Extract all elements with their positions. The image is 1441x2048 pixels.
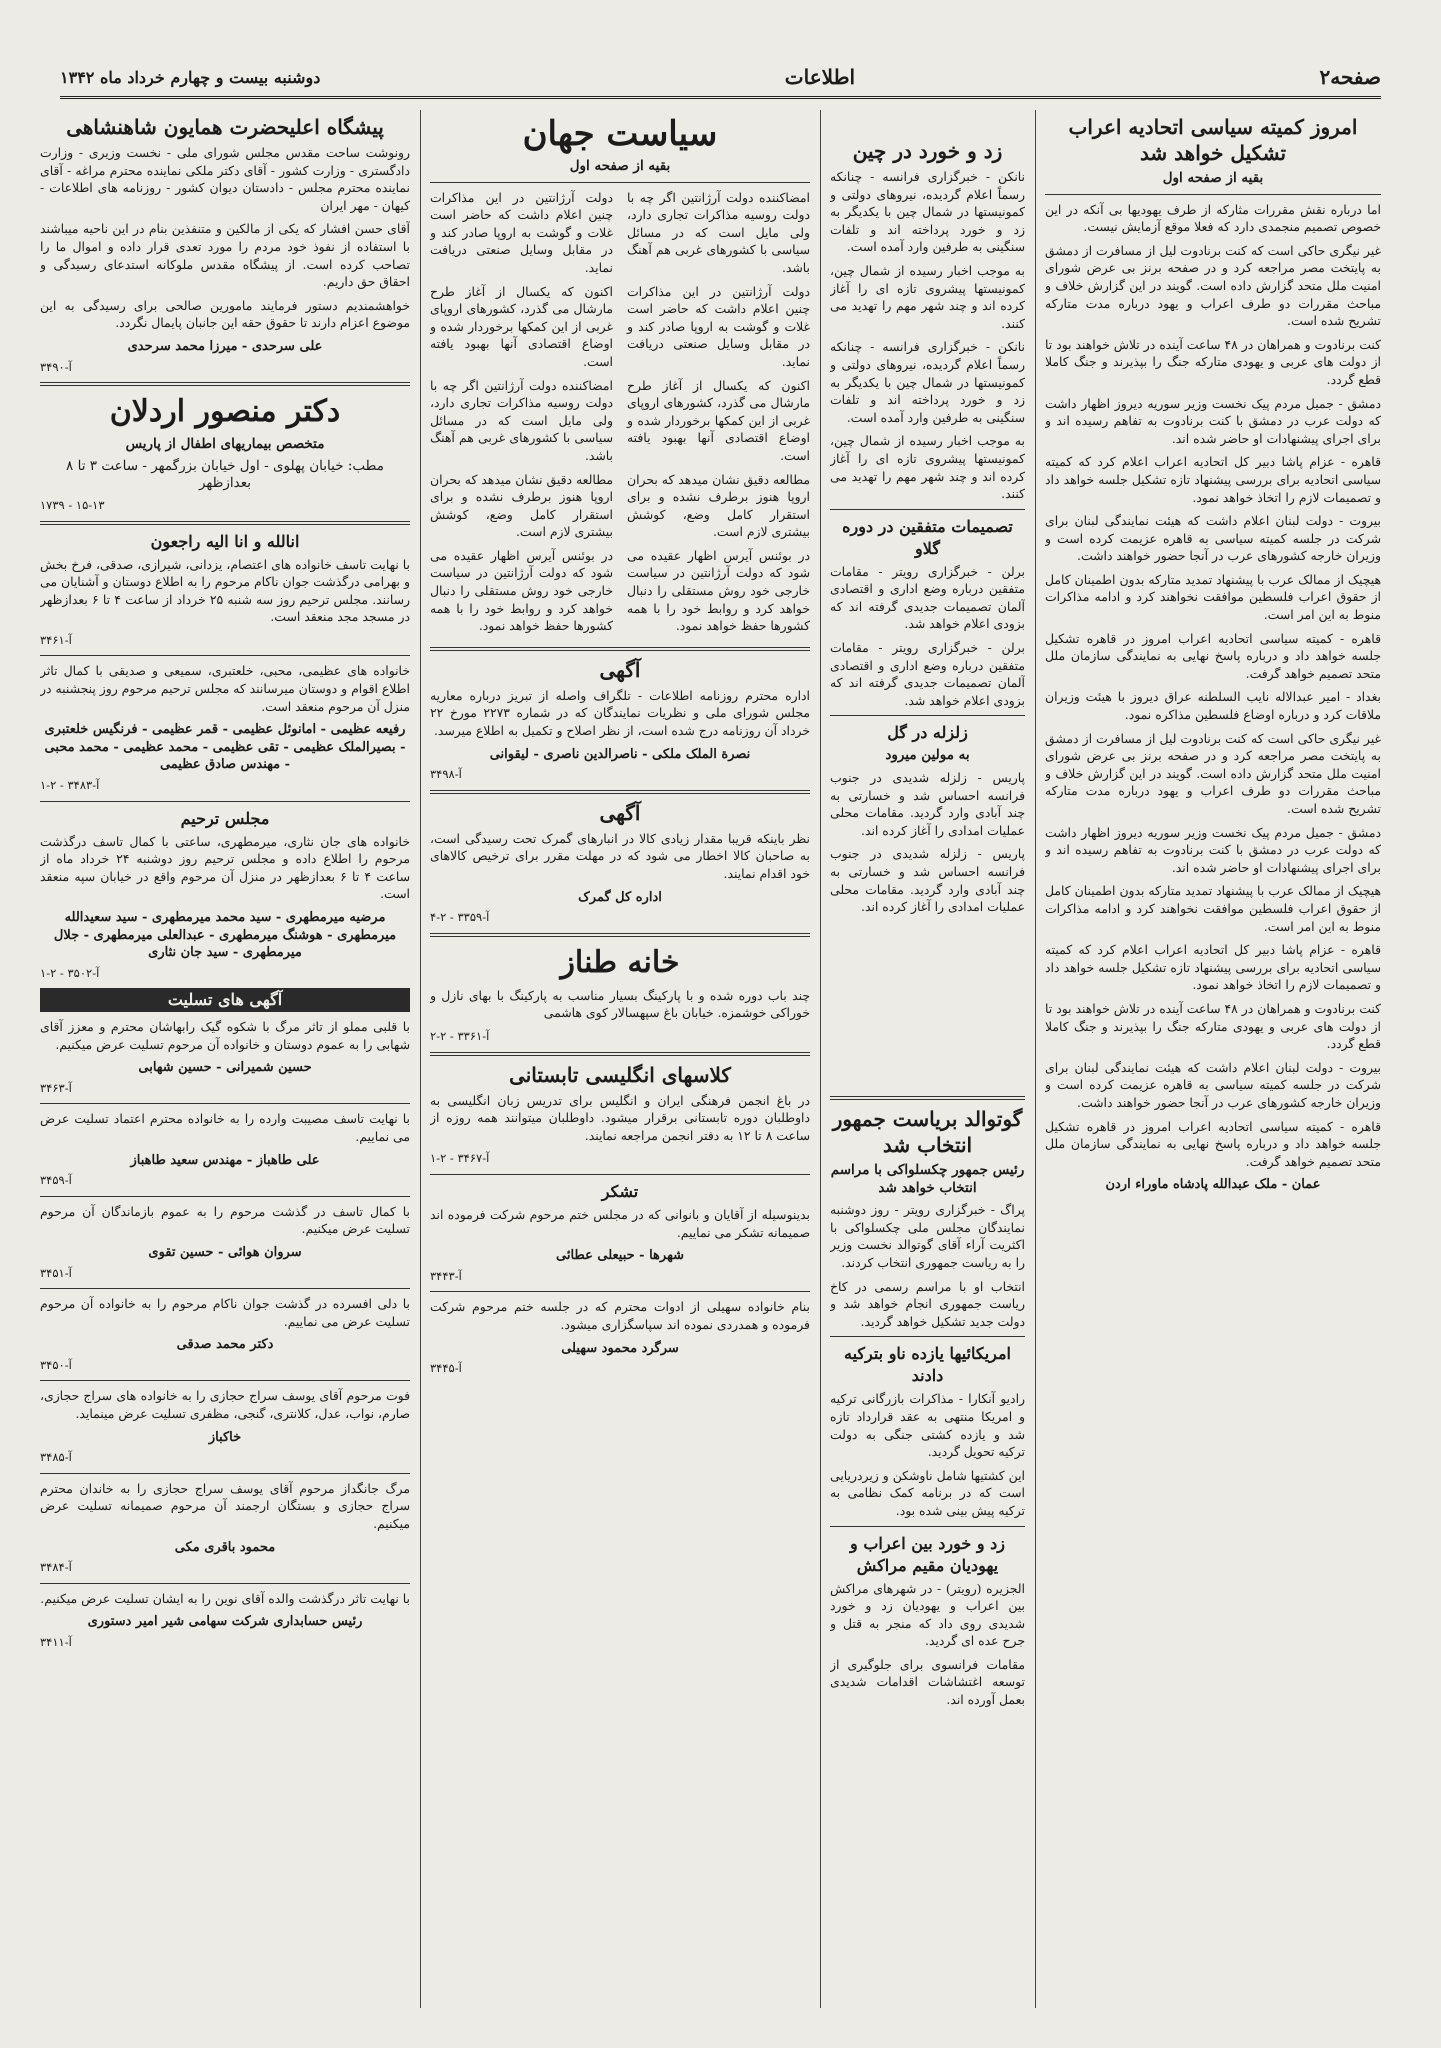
paragraph: غیر نیگری حاکی است که کنت برنادوت لیل از مسافرت از دمشق به پایتخت مصر مراجعه کرد و در صفحه برنز بی عرض شورای امنیت ملل متحد گزارش داده است. گویند در این گزارش خلاف و مباحث مقررات دو طرف اعراب و یهود درباره مدت متارکه تشریح شده است. bbox=[1045, 730, 1381, 816]
divider bbox=[40, 521, 410, 525]
issue-date: دوشنبه بیست و چهارم خرداد ماه ۱۳۴۲ bbox=[60, 67, 321, 87]
obituary-text: خانواده های عظیمی، محبی، خلعتبری، سمیعی و صدیقی با کمال تاثر اطلاع اقوام و دوستان میرسانند که مجلس ترحیم مرحوم روز پنجشنبه در منزل آن مرحوم منعقد است. bbox=[40, 663, 410, 714]
ad-text: چند باب دوره شده و با پارکینگ بسیار مناسب به پارکینگ با بهای نازل و خوراکی خوشمزه. خیابان باغ سپهسالار کوی هاشمی bbox=[430, 987, 810, 1021]
ad-title: کلاسهای انگلیسی تابستانی bbox=[509, 1062, 731, 1087]
column-rule bbox=[420, 110, 421, 2008]
paragraph: امضاکننده دولت آرژانتین اگر چه با دولت روسیه مذاکرات تجاری دارد، ولی مایل است که در مسائل سیاسی با کشورهای غربی هم آهنگ باشد. bbox=[430, 377, 613, 463]
condolence-code: آ-۳۴۱۱ bbox=[40, 1635, 72, 1649]
paragraph: قاهره - کمیته سیاسی اتحادیه اعراب امروز در قاهره تشکیل جلسه خواهد داد و درباره پاسخ نهایی به نمایندگی سازمان ملل متحد تصمیم خواهد گرفت. bbox=[1045, 1118, 1381, 1169]
divider bbox=[430, 933, 810, 937]
paragraph: قاهره - عزام پاشا دبیر کل اتحادیه اعراب اعلام کرد که کمیته سیاسی اتحادیه برای بررسی پیشنهاد تازه تشکیل جلسه خواهد داد و تصمیمات لازم را اتخاذ خواهد نمود. bbox=[1045, 942, 1381, 993]
divider bbox=[430, 1291, 810, 1292]
paragraph: مقامات فرانسوی برای جلوگیری از توسعه اغتشاشات اقدامات شدیدی بعمل آورده اند. bbox=[830, 1656, 1025, 1708]
headline-earthquake: زلزله در گل bbox=[887, 723, 968, 743]
condolence-code: آ-۳۴۸۵ bbox=[40, 1450, 72, 1465]
divider bbox=[430, 647, 810, 651]
divider bbox=[430, 790, 810, 794]
condolence-signature: خاکباز bbox=[208, 1429, 242, 1445]
condolence-code: آ-۳۴۸۴ bbox=[40, 1560, 72, 1575]
divider bbox=[40, 1103, 410, 1104]
column-world-politics bbox=[430, 110, 810, 2008]
paragraph: آقای حسن افشار که یکی از مالکین و متنفذین بنام در این ناحیه میباشند با استفاده از نفوذ خود مردم را مورد تعدی قرار داده و اموال ما را تصاحب کرده است. از پیشگاه مقدس ملوکانه استدعای رسیدگی و احقاق حق داریم. bbox=[40, 221, 410, 290]
headline-allies: تصمیمات متفقین در دوره گلاو bbox=[842, 516, 1013, 558]
paragraph: الجزیره (رویتر) - در شهرهای مراکش بین اعراب و یهودیان زد و خورد شدیدی روی داد که منجر به قتل و جرح عده ای گردید. bbox=[830, 1580, 1025, 1649]
condolence-text: با قلبی مملو از تاثر مرگ با شکوه گیک رابهاشان محترم و معزز آقای شهابی را به عموم دوستان و خانواده آن مرحوم تسلیت عرض میکنیم. bbox=[40, 1018, 410, 1052]
paragraph: بیروت - دولت لبنان اعلام داشت که هیئت نمایندگی لبنان برای شرکت در جلسه کمیته سیاسی به قاهره عزیمت کرده است و وزیران خارجه کشورهای عرب در آنجا حضور خواهند داشت. bbox=[1045, 1059, 1381, 1110]
notice-code: آ-۳۳۵۹ - ۲-۴ bbox=[430, 910, 490, 925]
paragraph: دمشق - جمیل مردم پیک نخست وزیر سوریه دیروز اظهار داشت که دولت عرب در دمشق با کنت برنادوت به تفاهم رسیده اند و برای اجرای پیشنهادات او حاضر شده اند. bbox=[1045, 395, 1381, 446]
condolence-signature: حسین شمیرانی - حسین شهابی bbox=[138, 1060, 312, 1076]
notice-title: آگهی bbox=[599, 800, 641, 825]
memorial-title: مجلس ترحیم bbox=[180, 808, 270, 828]
divider bbox=[830, 1336, 1025, 1337]
column-arab-league bbox=[1045, 110, 1381, 2008]
headline-gottwald: گوتوالد بریاست جمهور انتخاب شد bbox=[832, 1107, 1023, 1157]
divider bbox=[40, 1288, 410, 1289]
paragraph: به موجب اخبار رسیده از شمال چین، کمونیستها پیشروی تازه ای را آغاز کرده اند و چند شهر مهم را تهدید می کنند. bbox=[830, 262, 1025, 331]
doctor-address: مطب: خیابان پهلوی - اول خیابان بزرگمهر - ساعت ۳ تا ۸ بعدازظهر bbox=[66, 457, 384, 492]
headline-world-politics: سیاست جهان bbox=[522, 114, 718, 154]
divider bbox=[40, 1583, 410, 1584]
condolence-signature: رئیس حسابداری شرکت سهامی شیر امیر دستوری bbox=[87, 1614, 363, 1630]
masthead bbox=[60, 58, 1381, 99]
obituary-code: آ-۳۴۸۳ - ۲-۱ bbox=[40, 778, 100, 793]
paragraph: به موجب اخبار رسیده از شمال چین، کمونیستها پیشروی تازه ای را آغاز کرده اند و چند شهر مهم را تهدید می کنند. bbox=[830, 433, 1025, 502]
divider bbox=[1045, 194, 1381, 195]
thanks-code: آ-۳۴۴۵ bbox=[430, 1361, 462, 1376]
thanks-title: تشکر bbox=[601, 1181, 639, 1201]
notice-title: آگهی bbox=[599, 657, 641, 682]
memorial-code: آ-۳۵۰۲ - ۲-۱ bbox=[40, 965, 100, 980]
condolence-text: مرگ جانگداز مرحوم آقای یوسف سراج حجازی را به خاندان محترم سراج حجازی و بستگان ارجمند آن مرحوم صمیمانه تسلیت عرض میکنیم. bbox=[40, 1480, 410, 1532]
continued-note: بقیه از صفحه اول bbox=[569, 158, 671, 174]
divider bbox=[40, 1196, 410, 1197]
paragraph: هیچیک از ممالک عرب با پیشنهاد تمدید متارکه بدون اطمینان کامل از حقوق اعراب فلسطین موافقت نخواهند کرد و ادامه مذاکرات منوط به این امر است. bbox=[1045, 571, 1381, 623]
memorial-text: خانواده های جان نثاری، میرمطهری، ساعتی با کمال تاسف درگذشت مرحوم را اطلاع داده و مجلس ترحیم روز دوشنبه ۲۴ خرداد ماه از ساعت ۴ تا ۶ بعدازظهر در منزل آن مرحوم واقع در خیابان سپه منعقد است. bbox=[40, 833, 410, 902]
paragraph: در بوئنس آیرس اظهار عقیده می شود که دولت آرژانتین در سیاست خارجی خود روش مستقلی را دنبال خواهد کرد و روابط خود را با همه کشورها حفظ خواهد نمود. bbox=[627, 547, 810, 634]
petition-code: آ-۳۴۹۰ bbox=[40, 359, 72, 374]
signoff: عمان - ملک عبدالله پادشاه ماوراء اردن bbox=[1105, 1177, 1321, 1193]
divider bbox=[40, 1473, 410, 1474]
paragraph: بغداد - امیر عبدالاله نایب السلطنه عراق دیروز با هیئت وزیران ملاقات کرد و درباره اوضاع فلسطین مذاکره نمود. bbox=[1045, 689, 1381, 723]
notice-signature: نصرة الملک ملکی - ناصرالدین ناصری - لیقوانی bbox=[489, 746, 751, 762]
divider bbox=[40, 801, 410, 802]
doctor-specialty: متخصص بیماریهای اطفال از پاریس bbox=[125, 436, 325, 453]
notice-code: آ-۳۴۹۸ bbox=[430, 767, 462, 782]
condolence-signature: علی طاهباز - مهندس سعید طاهباز bbox=[130, 1152, 320, 1168]
paragraph: دولت آرژانتین در این مذاکرات چنین اعلام داشت که حاضر است غلات و گوشت به اروپا صادر کند و در مقابل وسایل صنعتی دریافت نماید. bbox=[430, 189, 613, 275]
divider bbox=[430, 1052, 810, 1056]
notice-text: اداره محترم روزنامه اطلاعات - تلگراف واصله از تبریز درباره معاریه مجلس شورای ملی و نظریات نمایندگان که در شماره ۲۲۷۳ مورخ ۲۲ خرداد آن روزنامه درج شده است، از نظر اصلاح و تکمیل به اطلاع میرسد. bbox=[430, 687, 810, 739]
paragraph: مطالعه دقیق نشان میدهد که بحران اروپا هنوز برطرف نشده و برای استقرار کامل وضع، کوشش بیشتری لازم است. bbox=[430, 471, 613, 540]
continued-note: بقیه از صفحه اول bbox=[1162, 170, 1264, 186]
obituary-text: با نهایت تاسف خانواده های اعتصام، یزدانی، شیرازی، صدقی، فرخ بخش و بهرامی درگذشت جوان ناکام مرحوم را به اطلاع دوستان و آشنایان می رسانند. مجلس ترحیم روز سه شنبه ۲۵ خرداد از ساعت ۴ تا ۶ بعدازظهر در مسجد مجد منعقد است. bbox=[40, 556, 410, 625]
ad-title: خانه طناز bbox=[560, 944, 680, 980]
condolence-code: آ-۳۴۵۰ bbox=[40, 1357, 72, 1372]
column-rule bbox=[1035, 110, 1036, 2008]
condolence-text: با دلی افسرده در گذشت جوان ناکام مرحوم را به خانواده آن مرحوم تسلیت عرض می نماییم. bbox=[40, 1296, 410, 1329]
paragraph: مطالعه دقیق نشان میدهد که بحران اروپا هنوز برطرف نشده و برای استقرار کامل وضع، کوشش بیشتری لازم است. bbox=[627, 471, 810, 540]
thanks-text: بدینوسیله از آقایان و بانوانی که در مجلس ختم مرحوم شرکت فرموده اند صمیمانه تشکر می نماییم. bbox=[430, 1206, 810, 1240]
paragraph: نانکن - خبرگزاری فرانسه - چنانکه رسماً اعلام گردیده، نیروهای دولتی و کمونیستها در شمال چین با یکدیگر به زد و خورد پرداخته اند و تلفات سنگینی به طرفین وارد آمده است. bbox=[830, 169, 1025, 255]
paragraph: رادیو آنکارا - مذاکرات بازرگانی ترکیه و امریکا منتهی به عقد قرارداد تازه شد و یازده کشتی جنگی به دولت ترکیه تحویل گردید. bbox=[830, 1391, 1025, 1460]
paragraph: اکنون که یکسال از آغاز طرح مارشال می گذرد، کشورهای اروپای غربی از این کمکها برخوردار شده و اوضاع اقتصادی آنها بهبود یافته است. bbox=[430, 283, 613, 369]
paragraph: پاریس - زلزله شدیدی در جنوب فرانسه احساس شد و خسارتی به چند آبادی وارد گردید. مقامات محلی عملیات امدادی را آغاز کرده اند. bbox=[830, 770, 1025, 838]
paragraph: خواهشمندیم دستور فرمایند مامورین صالحی برای رسیدگی به این موضوع اعزام دارند تا حقوق حقه این جانبان پایمال نگردد. bbox=[40, 297, 410, 331]
paragraph: غیر نیگری حاکی است که کنت برنادوت لیل از مسافرت از دمشق به پایتخت مصر مراجعه کرد و در صفحه برنز بی عرض شورای امنیت ملل متحد گزارش داده است. گویند در این گزارش خلاف و مباحث مقررات دو طرف اعراب و یهود درباره مدت متارکه تشریح شده است. bbox=[1045, 242, 1381, 329]
paragraph: قاهره - عزام پاشا دبیر کل اتحادیه اعراب اعلام کرد که کمیته سیاسی اتحادیه برای بررسی پیشنهاد تازه تشکیل جلسه خواهد داد و تصمیمات لازم را اتخاذ خواهد نمود. bbox=[1045, 454, 1381, 505]
doctor-code: ۱۷۳۹ - ۱۵-۱۳ bbox=[40, 497, 105, 512]
paragraph: در بوئنس آیرس اظهار عقیده می شود که دولت آرژانتین در سیاست خارجی خود روش مستقلی را دنبال خواهد کرد و روابط خود را با همه کشورها حفظ خواهد نمود. bbox=[430, 547, 613, 634]
thanks-signature: شهرها - حبیعلی عطائی bbox=[556, 1248, 684, 1264]
headline-morocco: زد و خورد بین اعراب و یهودیان مقیم مراکش bbox=[850, 1533, 1005, 1575]
ad-text: در باغ انجمن فرهنگی ایران و انگلیس برای تدریس زبان انگلیسی به داوطلبان دوره تابستانی برقرار میشود. داوطلبان میتوانند همه روزه از ساعت ۸ تا ۱۲ به دفتر انجمن مراجعه نمایند. bbox=[430, 1092, 810, 1143]
paragraph: نانکن - خبرگزاری فرانسه - چنانکه رسماً اعلام گردیده، نیروهای دولتی و کمونیستها در شمال چین با یکدیگر به زد و خورد پرداخته اند و تلفات سنگینی به طرفین وارد آمده است. bbox=[830, 339, 1025, 425]
paragraph: اما درباره نقش مقررات مثارکه از طرف یهودیها بی آنکه در این خصوص تصمیم منجمدی دارد که فعلا موقع آزمایش نیست. bbox=[1045, 201, 1381, 235]
column-notices bbox=[40, 110, 410, 2008]
divider bbox=[830, 509, 1025, 510]
memorial-signature: مرضیه میرمطهری - سید محمد میرمطهری - سید سعیدالله میرمطهری - هوشنگ میرمطهری - عبدالعلی میرمطهری - جلال میرمطهری - سید جان نثاری bbox=[53, 910, 397, 961]
condolence-code: آ-۳۴۶۳ bbox=[40, 1080, 72, 1095]
divider bbox=[430, 1174, 810, 1175]
paragraph: کنت برنادوت و همراهان در ۴۸ ساعت آینده در تلاش خواهند بود تا از دولت های عربی و یهودی متارکه جنگ را بپذیرند و جنگ کاملا قطع گردد. bbox=[1045, 1000, 1381, 1052]
thanks-code: آ-۳۴۴۳ bbox=[430, 1268, 462, 1283]
headline-turkey: امریکائیها یازده ناو بترکیه دادند bbox=[844, 1344, 1011, 1386]
condolence-signature: دکتر محمد صدقی bbox=[176, 1337, 274, 1353]
obituary-code: آ-۳۴۶۱ bbox=[40, 632, 72, 647]
article-body bbox=[430, 189, 810, 641]
divider bbox=[40, 655, 410, 656]
ad-code: آ-۳۴۶۷ - ۲-۱ bbox=[430, 1151, 490, 1166]
headline-arab-league: امروز کمیته سیاسی اتحادیه اعراب تشکیل خواهد شد bbox=[1068, 115, 1358, 165]
paragraph: امضاکننده دولت آرژانتین اگر چه با دولت روسیه مذاکرات تجاری دارد، ولی مایل است که در مسائل سیاسی با کشورهای غربی هم آهنگ باشد. bbox=[627, 189, 810, 275]
divider bbox=[430, 182, 810, 183]
divider bbox=[830, 1526, 1025, 1527]
divider bbox=[40, 382, 410, 386]
condolence-text: با کمال تاسف در گذشت مرحوم را به عموم بازماندگان آن مرحوم تسلیت عرض میکنیم. bbox=[40, 1203, 410, 1237]
thanks-text: بنام خانواده سهیلی از ادوات محترم که در جلسه ختم مرحوم شرکت فرموده و همدردی نموده اند سپاسگزاری میشود. bbox=[430, 1299, 810, 1332]
headline-china: زد و خورد در چین bbox=[852, 139, 1003, 163]
condolence-text: با نهایت تاثر درگذشت والده آقای نوین را به ایشان تسلیت عرض میکنیم. bbox=[40, 1590, 410, 1606]
doctor-name: دکتر منصور اردلان bbox=[109, 394, 341, 430]
paragraph: دولت آرژانتین در این مذاکرات چنین اعلام داشت که حاضر است غلات و گوشت به اروپا صادر کند و در مقابل وسایل صنعتی دریافت نماید. bbox=[627, 283, 810, 369]
notice-signature: اداره کل گمرک bbox=[578, 889, 662, 905]
paragraph: انتخاب او با مراسم رسمی در کاخ ریاست جمهوری انجام خواهد شد و دولت جدید تشکیل خواهد گردید. bbox=[830, 1278, 1025, 1329]
paragraph: پراگ - خبرگزاری رویتر - روز دوشنبه نمایندگان مجلس ملی چکسلواکی با اکثریت آراء آقای گوتوالد نخست وزیر را به ریاست جمهوری انتخاب کردند. bbox=[830, 1202, 1025, 1270]
subheadline: رئیس جمهور چکسلواکی با مراسم انتخاب خواهد شد bbox=[830, 1162, 1025, 1196]
paragraph: برلن - خبرگزاری رویتر - مقامات متفقین درباره وضع اداری و اقتصادی آلمان تصمیمات جدیدی گرفته اند که بزودی اعلام خواهد شد. bbox=[830, 640, 1025, 708]
condolence-text: با نهایت تاسف مصیبت وارده را به خانواده محترم اعتماد تسلیت عرض می نماییم. bbox=[40, 1111, 410, 1144]
condolence-signature: سروان هوائی - حسین تقوی bbox=[148, 1244, 302, 1260]
paragraph: کنت برنادوت و همراهان در ۴۸ ساعت آینده در تلاش خواهند بود تا از دولت های عربی و یهودی متارکه جنگ را بپذیرند و جنگ کاملا قطع گردد. bbox=[1045, 336, 1381, 387]
condolence-text: فوت مرحوم آقای یوسف سراج حجازی را به خانواده های سراج حجازی، صارم، نواب، عدل، کلانتری، گنجی، مظفری تسلیت عرض مینماید. bbox=[40, 1388, 410, 1422]
paragraph: قاهره - کمیته سیاسی اتحادیه اعراب امروز در قاهره تشکیل جلسه خواهد داد و درباره پاسخ نهایی به نمایندگی سازمان ملل متحد تصمیم خواهد گرفت. bbox=[1045, 630, 1381, 681]
paragraph: رونوشت ساحت مقدس مجلس شورای ملی - نخست وزیری - وزارت دادگستری - وزارت کشور - آقای دکتر ملکی نماینده محترم مراغه - آقای نماینده محترم مجلس - دادستان دیوان کشور - روزنامه های اطلاعات - کیهان - مهر ایران bbox=[40, 145, 410, 213]
obituary-signature: رفیعه عظیمی - امانوئل عظیمی - قمر عظیمی - فرنگیس خلعتبری - بصیرالملک عظیمی - تقی عظیمی - محمد عظیمی - محمد محبی - مهندس صادق عظیمی bbox=[44, 722, 406, 773]
condolence-code: آ-۳۴۵۹ bbox=[40, 1173, 72, 1188]
divider bbox=[830, 715, 1025, 716]
condolence-signature: محمود باقری مکی bbox=[174, 1539, 276, 1555]
condolence-banner: آگهی های تسلیت bbox=[40, 988, 410, 1012]
petition-signature: علی سرحدی - میرزا محمد سرحدی bbox=[127, 338, 323, 354]
column-rule bbox=[820, 110, 821, 2008]
ad-code: آ-۳۳۶۱ - ۲-۲ bbox=[430, 1028, 490, 1043]
paragraph: اکنون که یکسال از آغاز طرح مارشال می گذرد، کشورهای اروپای غربی از این کمکها برخوردار شده و اوضاع اقتصادی آنها بهبود یافته است. bbox=[627, 377, 810, 463]
condolence-code: آ-۳۴۵۱ bbox=[40, 1265, 72, 1280]
paragraph: بیروت - دولت لبنان اعلام داشت که هیئت نمایندگی لبنان برای شرکت در جلسه کمیته سیاسی به قاهره عزیمت کرده است و وزیران خارجه کشورهای عرب در آنجا حضور خواهند داشت. bbox=[1045, 513, 1381, 564]
headline-petition: پیشگاه اعلیحضرت همایون شاهنشاهی bbox=[66, 115, 384, 139]
divider bbox=[40, 1380, 410, 1381]
paper-name: اطلاعات bbox=[784, 65, 856, 89]
column-czech bbox=[830, 1090, 1025, 2008]
obituary-title: انالله و انا الیه راجعون bbox=[150, 531, 300, 551]
paragraph: برلن - خبرگزاری رویتر - مقامات متفقین درباره وضع اداری و اقتصادی آلمان تصمیمات جدیدی گرفته اند که بزودی اعلام خواهد شد. bbox=[830, 563, 1025, 632]
paragraph: هیچیک از ممالک عرب با پیشنهاد تمدید متارکه بدون اطمینان کامل از حقوق اعراب فلسطین موافقت نخواهند کرد و ادامه مذاکرات منوط به این امر است. bbox=[1045, 883, 1381, 934]
paragraph: پاریس - زلزله شدیدی در جنوب فرانسه احساس شد و خسارتی به چند آبادی وارد گردید. مقامات محلی عملیات امدادی را آغاز کرده اند. bbox=[830, 846, 1025, 915]
notice-text: نظر باینکه قریبا مقدار زیادی کالا در انبارهای گمرک تحت رسیدگی است، به صاحبان کالا اخطار می شود که در مهلت مقرر برای ترخیص کالاهای خود اقدام نمایند. bbox=[430, 830, 810, 881]
subheadline: به مولین میرود bbox=[885, 747, 970, 764]
paragraph: دمشق - جمیل مردم پیک نخست وزیر سوریه دیروز اظهار داشت که دولت عرب در دمشق با کنت برنادوت به تفاهم رسیده اند و برای اجرای پیشنهادات او حاضر شده اند. bbox=[1045, 824, 1381, 875]
thanks-signature: سرگرد محمود سهیلی bbox=[561, 1340, 679, 1356]
page-number: صفحه۲ bbox=[1319, 65, 1381, 89]
divider bbox=[830, 1096, 1025, 1100]
paragraph: این کشتیها شامل ناوشکن و زیردریایی است که در برنامه کمک نظامی به ترکیه پیش بینی شده بود. bbox=[830, 1467, 1025, 1518]
